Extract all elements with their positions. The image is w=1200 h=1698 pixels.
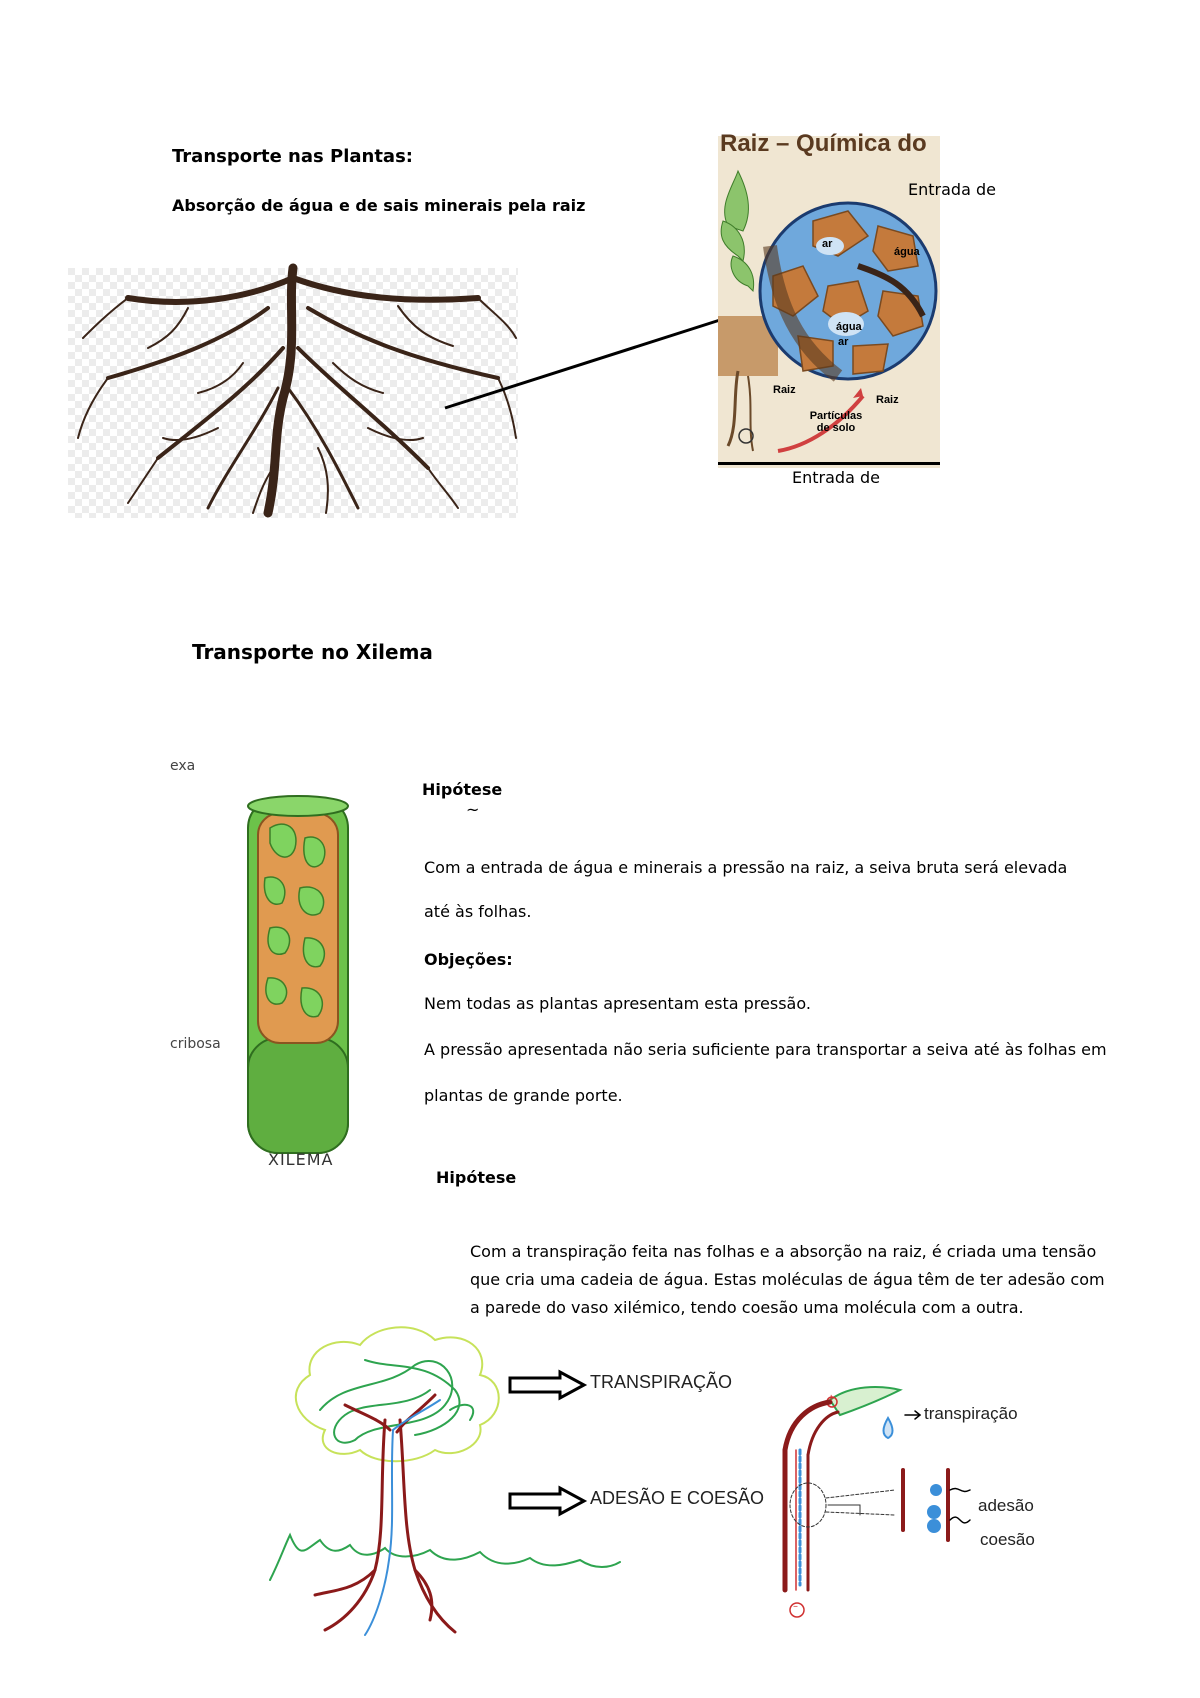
tree-label-transpiracao: TRANSPIRAÇÃO [590, 1372, 733, 1392]
hypothesis2-line3: a parede do vaso xilémico, tendo coesão uma molécula com a outra. [470, 1298, 1024, 1317]
objections-heading: Objeções: [424, 950, 513, 969]
vessel-label-transpiracao: transpiração [924, 1404, 1018, 1423]
arrow-adesao-coesao-icon [508, 1486, 588, 1516]
section-title-transport-plants: Transporte nas Plantas: [172, 146, 413, 167]
hypothesis2-line1: Com a transpiração feita nas folhas e a absorção na raiz, é criada uma tensão [470, 1242, 1097, 1261]
hypothesis2-line2: que cria uma cadeia de água. Estas moléculas de água têm de ter adesão com [470, 1270, 1105, 1289]
objection-2-line1: A pressão apresentada não seria suficiente para transportar a seiva até às folhas em [424, 1040, 1107, 1059]
soil-figure-header: Raiz – Química do [720, 130, 927, 157]
label-agua-1: água [894, 246, 920, 258]
hypothesis1-tilde: ~ [466, 800, 480, 819]
objection-1: Nem todas as plantas apresentam esta pressão. [424, 994, 811, 1013]
vessel-label-coesao: coesão [980, 1530, 1035, 1549]
label-entrada-top: Entrada de [908, 180, 996, 199]
label-particulas: Partículas de solo [809, 410, 863, 434]
xylem-illustration [240, 788, 360, 1168]
xylem-label-top: exa [170, 758, 196, 774]
connector-line [445, 315, 725, 415]
vessel-minus-sign: – [793, 1601, 798, 1612]
label-agua-2: água [836, 321, 862, 333]
label-ar-1: ar [822, 238, 833, 250]
label-raiz-left: Raiz [773, 384, 796, 396]
vessel-label-adesao: adesão [978, 1496, 1034, 1515]
label-ar-2: ar [838, 336, 849, 348]
label-raiz-right: Raiz [876, 394, 899, 406]
section-title-xylem: Transporte no Xilema [192, 640, 433, 664]
tree-label-adesao-coesao: ADESÃO E COESÃO [590, 1488, 765, 1508]
objection-2-line2: plantas de grande porte. [424, 1086, 623, 1105]
soil-figure [718, 130, 940, 468]
hypothesis1-heading: Hipótese [422, 780, 503, 799]
xylem-label-mid: cribosa [170, 1036, 221, 1052]
xylem-label-bottom: XILEMA [268, 1150, 334, 1169]
label-entrada-bottom: Entrada de [792, 468, 880, 487]
hypothesis1-line2: até às folhas. [424, 902, 532, 921]
hypothesis2-heading: Hipótese [436, 1168, 517, 1187]
tree-drawing [265, 1320, 645, 1640]
hypothesis1-line1: Com a entrada de água e minerais a pressão na raiz, a seiva bruta será elevada [424, 858, 1068, 877]
section-subtitle-absorption: Absorção de água e de sais minerais pela raiz [172, 196, 586, 215]
vessel-plus-sign: + [827, 1393, 836, 1404]
arrow-transpiracao-icon [508, 1370, 588, 1400]
